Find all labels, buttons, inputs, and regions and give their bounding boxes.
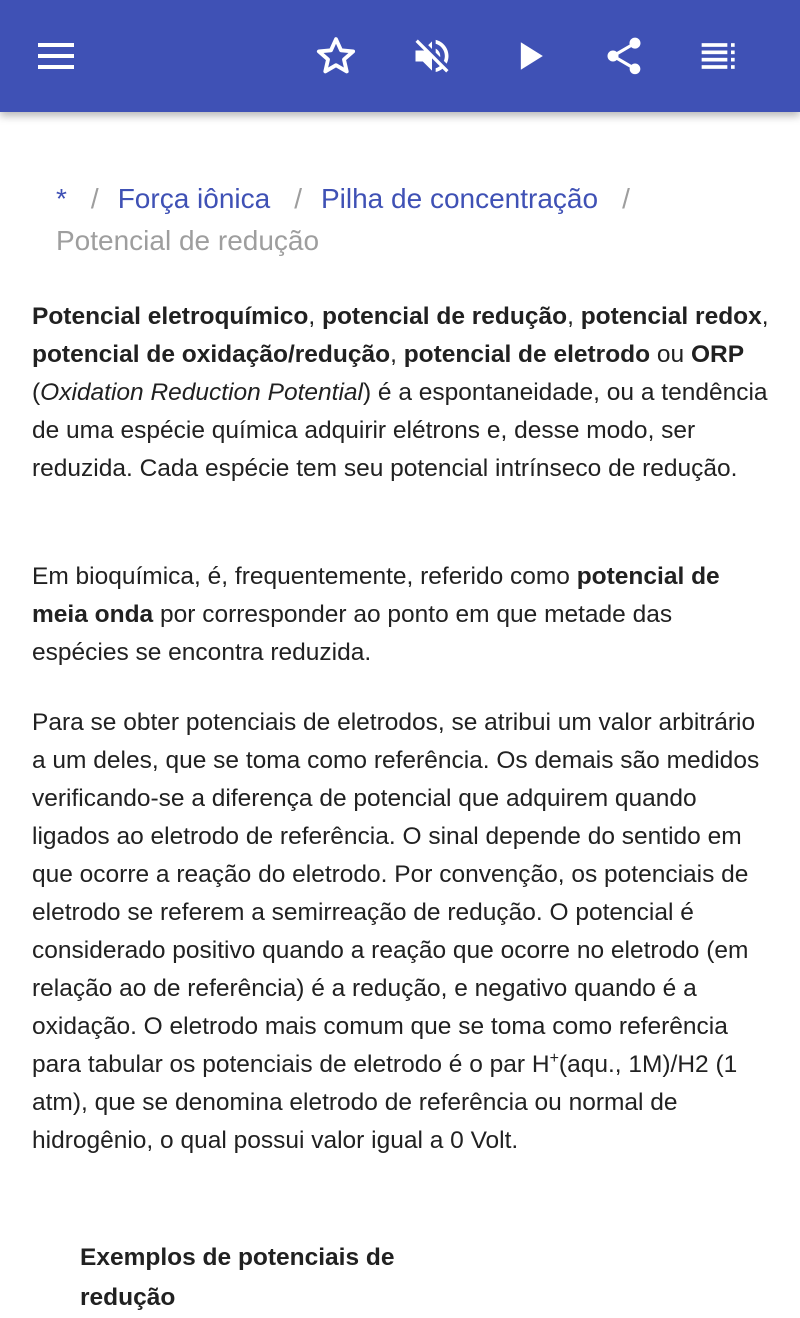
app-toolbar [0,0,800,112]
play-button[interactable] [498,24,562,88]
share-button[interactable] [592,24,656,88]
article-paragraph-biochemistry: Em bioquímica, é, frequentemente, referido como potencial de meia onda por corresponder ao ponto em que metade das espécies se encontra reduzida. [32,563,720,666]
hamburger-menu-icon [36,42,76,70]
contents-button[interactable] [688,24,752,88]
article-paragraph-intro: Potencial eletroquímico, potencial de redução, potencial redox, potencial de oxidação/redução, potencial de eletrodo ou ORP (Oxidation Reduction Potential) é a espontaneidade, ou a tendência de uma espécie química adquirir elétrons e, desse modo, ser reduzida. Cada espécie tem seu potencial intrínseco de redução. [32,303,769,482]
share-icon [602,34,646,78]
breadcrumb-home-link[interactable]: * [56,183,67,214]
article-content [0,112,800,1311]
table-of-contents-icon [698,34,742,78]
section-heading-examples: Exemplos de potenciais de redução [80,1244,395,1311]
mute-button[interactable] [400,24,464,88]
menu-button[interactable] [24,24,88,88]
breadcrumb-link-pilha-de-concentracao[interactable]: Pilha de concentração [320,183,599,214]
breadcrumb-separator: / [90,183,99,214]
breadcrumb-link-forca-ionica[interactable]: Força iônica [117,183,271,214]
article-paragraph-reference-electrode: Para se obter potenciais de eletrodos, se atribui um valor arbitrário a um deles, que se toma como referência. Os demais são medidos verificando-se a diferença de potencial que adquirem quando ligados ao eletrodo de referência. O sinal depende do sentido em que ocorre a reação do eletrodo. Por convenção, os potenciais de eletrodo se referem a semirreação de redução. O potencial é considerado positivo quando a reação que ocorre no eletrodo (em relação ao de referência) é a redução, e negativo quando é a oxidação. O eletrodo mais comum que se toma como referência para tabular os potenciais de eletrodo é o par H+(aqu., 1M)/H2 (1 atm), que se denomina eletrodo de referência ou normal de hidrogênio, o qual possui valor igual a 0 Volt. [32,709,760,1154]
star-outline-icon [314,34,358,78]
breadcrumb-separator: / [622,183,630,214]
breadcrumb [56,178,756,262]
breadcrumb-current-page: Potencial de redução [56,225,320,256]
favorite-button[interactable] [304,24,368,88]
volume-off-icon [410,34,454,78]
breadcrumb-separator: / [294,183,302,214]
play-icon [508,34,552,78]
